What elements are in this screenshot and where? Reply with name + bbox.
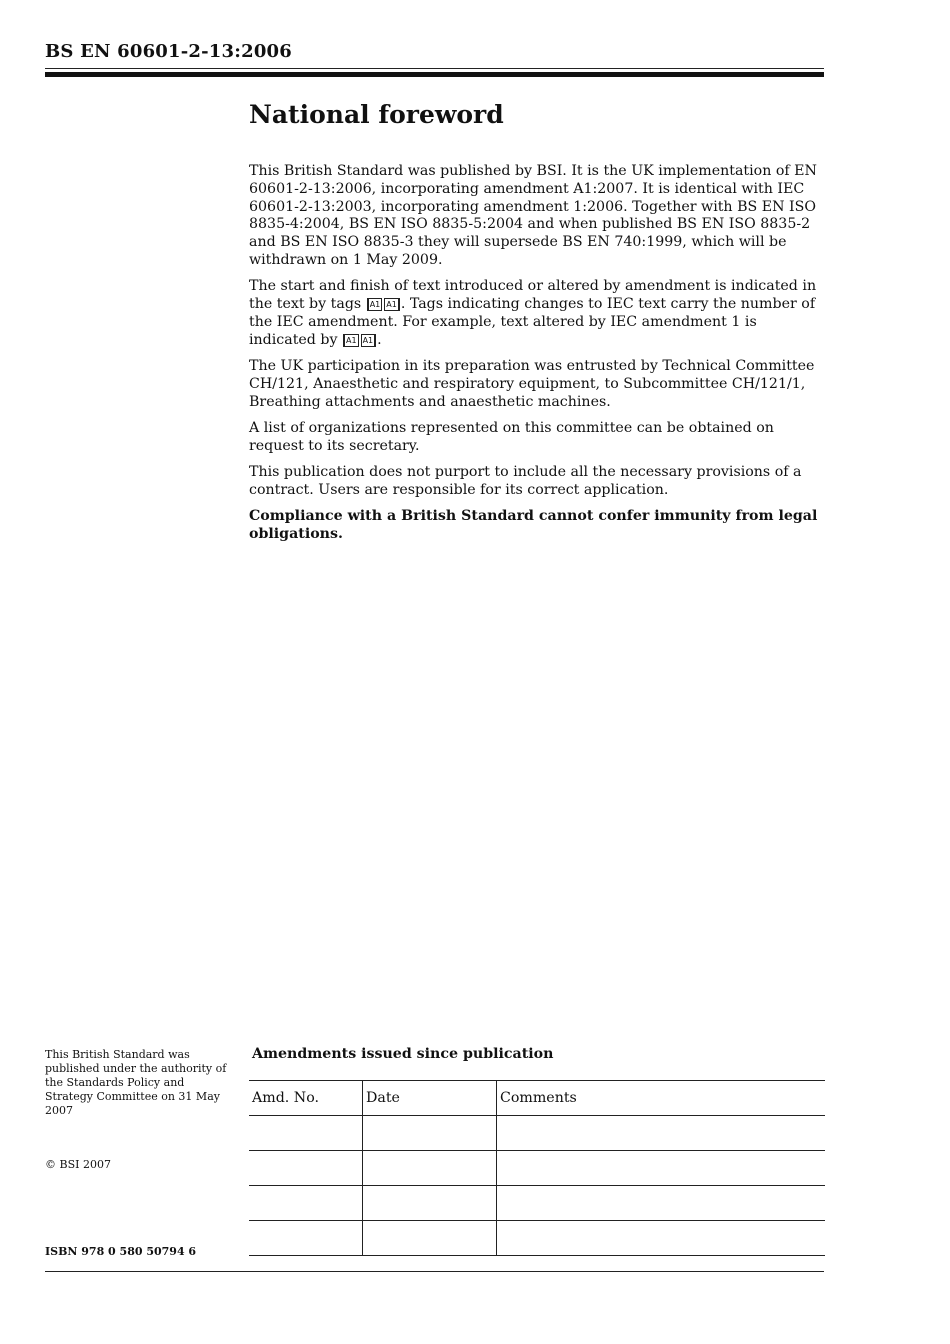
table-row [249, 1186, 825, 1221]
amendment-start-tag-icon: A1 [367, 298, 383, 311]
paragraph-compliance: Compliance with a British Standard cannot confer immunity from legal obligations. [249, 508, 818, 542]
paragraph-amendment-tags-a: The start and finish of text introduced or altered by amendment is indicated in the text by tags [249, 278, 817, 313]
column-header-comments: Comments [497, 1081, 826, 1116]
amendments-heading: Amendments issued since publication [252, 1046, 554, 1062]
column-header-amd-no: Amd. No. [249, 1081, 363, 1116]
paragraph-organizations: A list of organizations represented on this committee can be obtained on request to its secretary. [249, 419, 774, 454]
page-title: National foreword [249, 100, 504, 129]
table-cell [497, 1151, 826, 1186]
table-cell [363, 1186, 497, 1221]
paragraph-provisions: This publication does not purport to include all the necessary provisions of a contract. Users are responsible for its correct application. [249, 463, 802, 498]
isbn: ISBN 978 0 580 50794 6 [45, 1245, 197, 1258]
column-header-date: Date [363, 1081, 497, 1116]
table-cell [249, 1151, 363, 1186]
footer-rule [45, 1271, 824, 1272]
publication-note: This British Standard was published under the authority of the Standards Policy and Strategy Committee on 31 May 2007 [45, 1048, 227, 1117]
table-row [249, 1221, 825, 1256]
table-row [249, 1116, 825, 1151]
header-rule-thin [45, 68, 824, 69]
table-cell [497, 1116, 826, 1151]
table-cell [497, 1221, 826, 1256]
foreword-body [249, 163, 823, 552]
iec-amendment-end-tag-icon: A1 [361, 334, 377, 347]
table-cell [249, 1116, 363, 1151]
paragraph-amendment-tags-c: . [377, 331, 382, 348]
amendments-table [249, 1080, 825, 1256]
table-cell [363, 1151, 497, 1186]
table-cell [363, 1221, 497, 1256]
paragraph-publication: This British Standard was published by BSI. It is the UK implementation of EN 60601-2-13:2006, incorporating amendment A1:2007. It is identical with IEC 60601-2-13:2003, incorporating amendment 1:2006. Together with BS EN ISO 8835-4:2004, BS EN ISO 8835-5:2004 and when published BS EN ISO 8835-2 and BS EN ISO 8835-3 they will supersede BS EN 740:1999, which will be withdrawn on 1 May 2009. [249, 163, 817, 268]
table-header-row [249, 1081, 825, 1116]
amendment-end-tag-icon: A1 [384, 298, 400, 311]
table-cell [497, 1186, 826, 1221]
table-cell [249, 1221, 363, 1256]
table-cell [249, 1186, 363, 1221]
paragraph-committee: The UK participation in its preparation was entrusted by Technical Committee CH/121, Anaesthetic and respiratory equipment, to Subcommittee CH/121/1, Breathing attachments and anaesthetic machines. [249, 357, 815, 410]
paragraph-amendment-tags-b: . Tags indicating changes to IEC text carry the number of the IEC amendment. For example, text altered by IEC amendment 1 is indicated by [249, 296, 816, 348]
copyright-notice: © BSI 2007 [45, 1158, 111, 1171]
iec-amendment-start-tag-icon: A1 [343, 334, 359, 347]
table-row [249, 1151, 825, 1186]
header-rule-thick [45, 72, 824, 77]
paragraph-amendment-tags [249, 278, 823, 349]
table-cell [363, 1116, 497, 1151]
document-id: BS EN 60601-2-13:2006 [45, 41, 292, 62]
